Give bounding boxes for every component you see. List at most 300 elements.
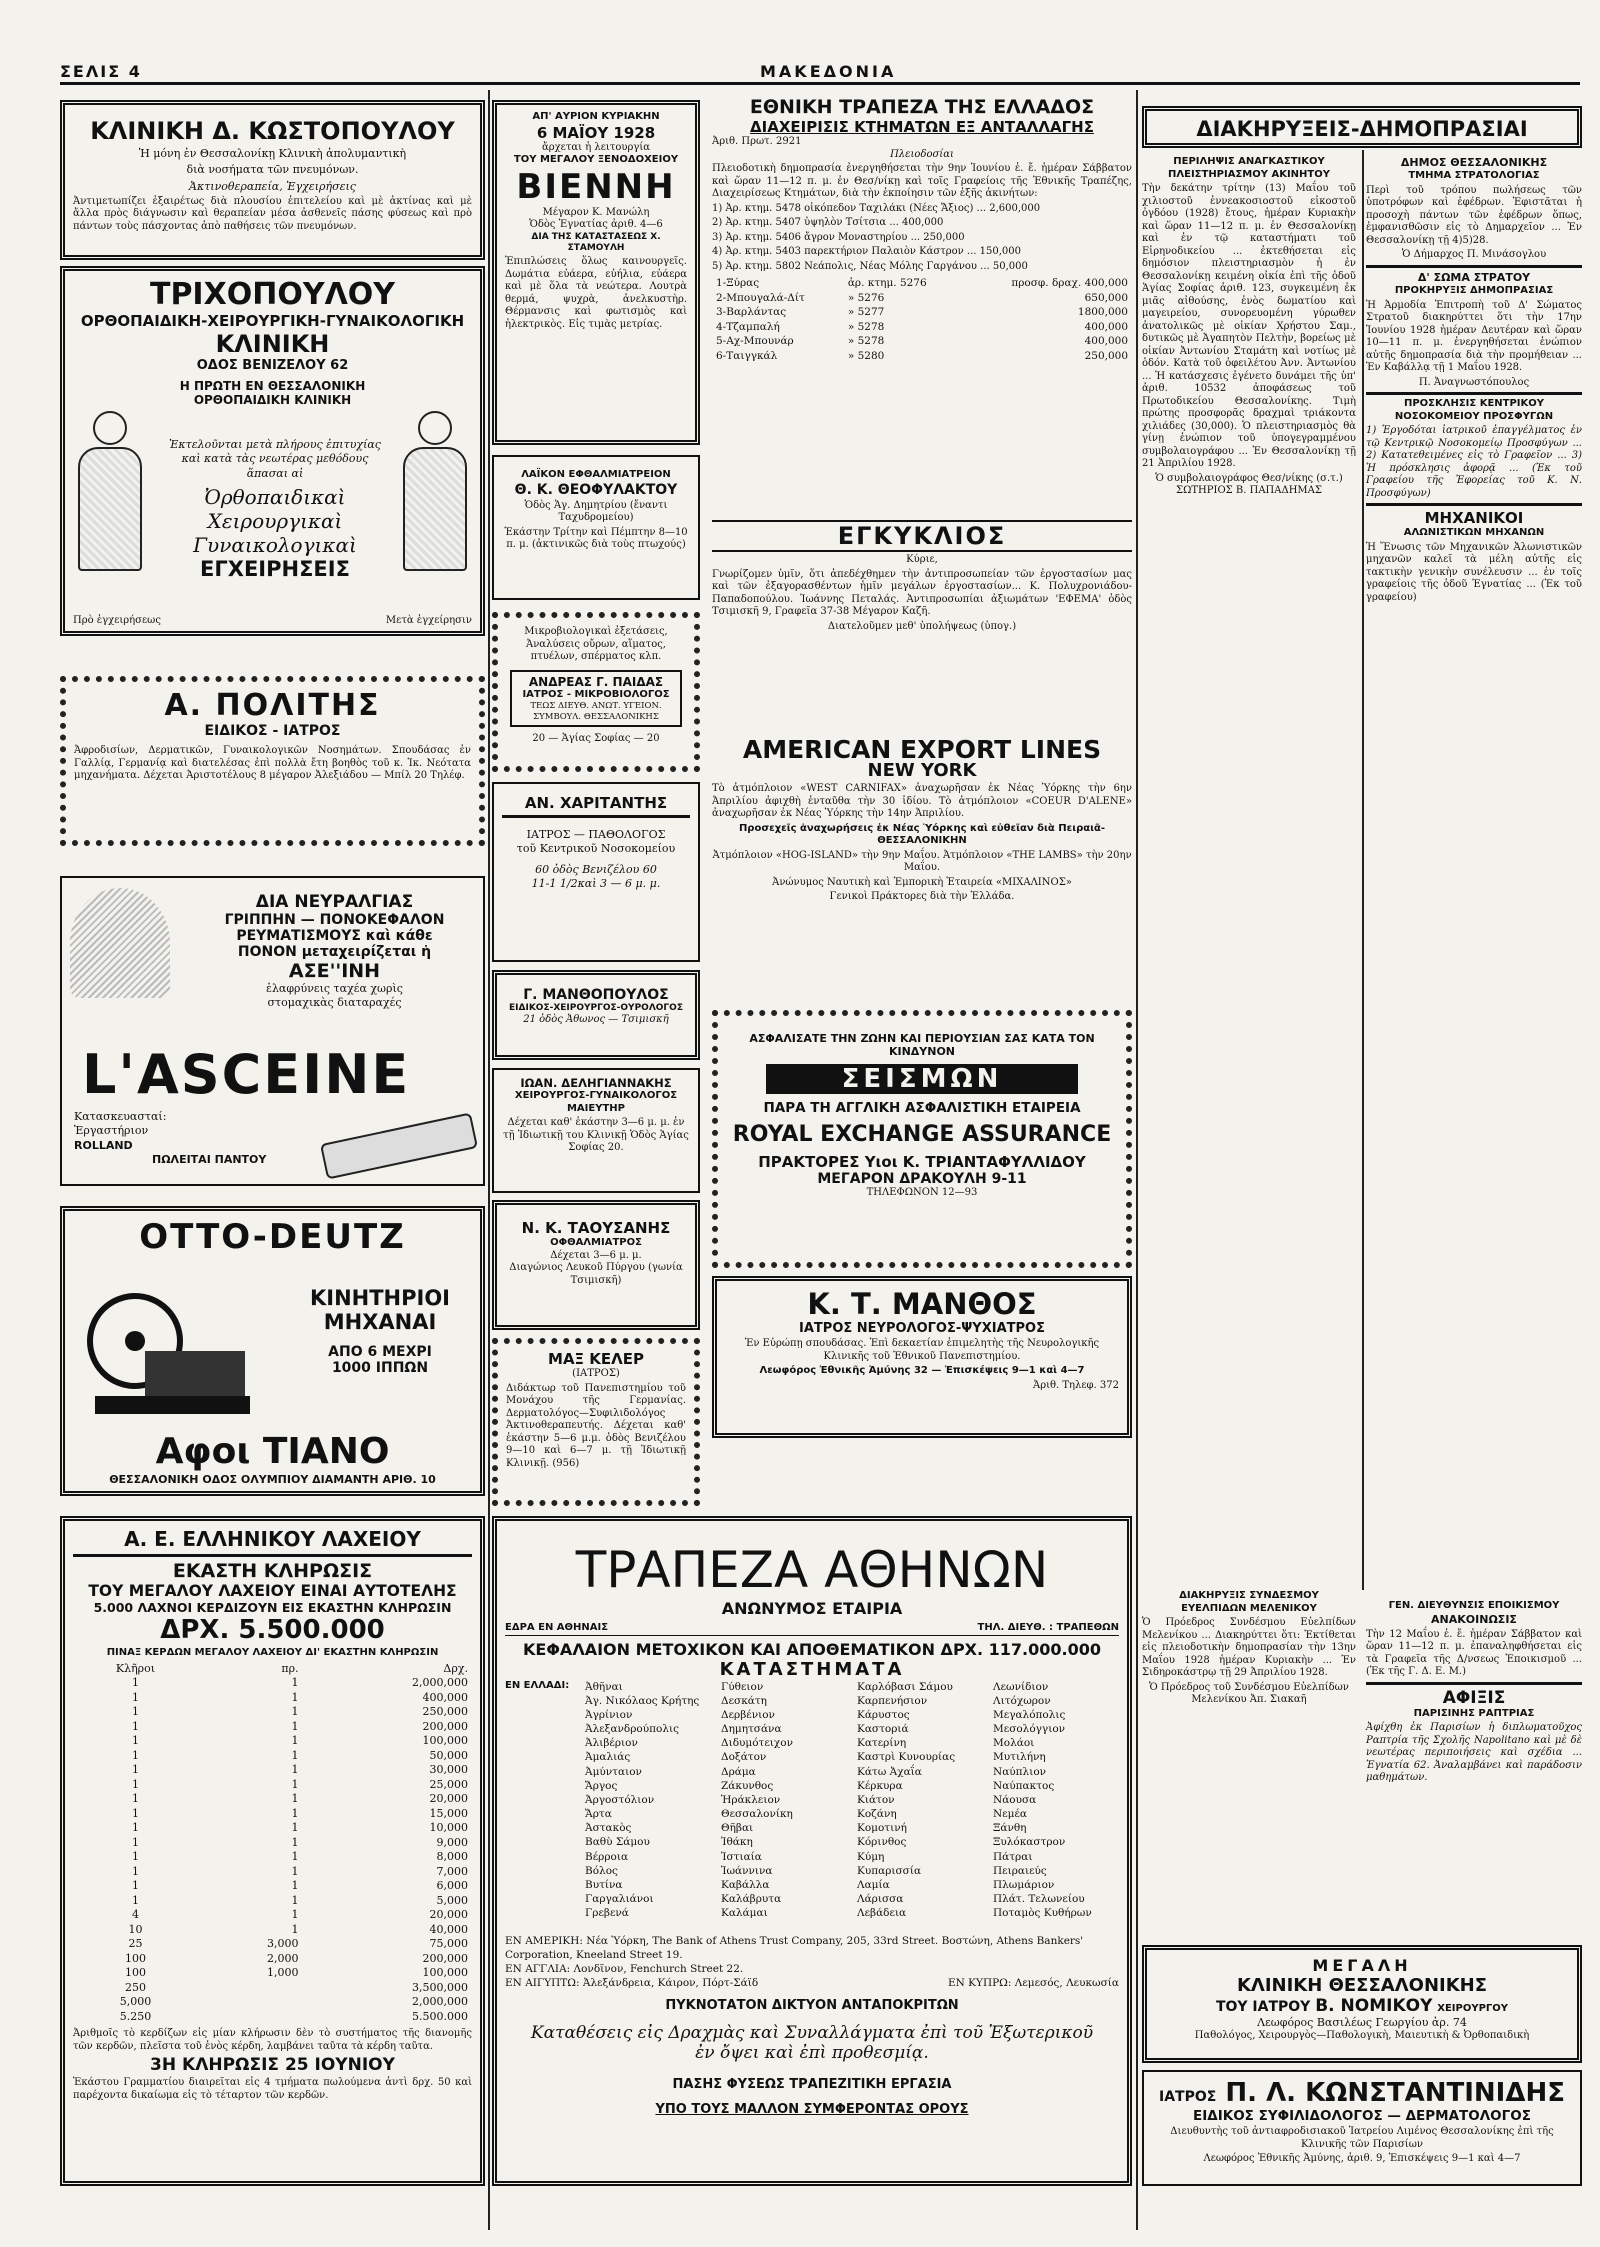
prize-cell: 1 [131,1835,139,1849]
branch-item: Κάτω Ἀχαΐα [857,1765,922,1778]
ad-line: ΚΛΙΝΙΚΗ ΘΕΣΣΑΛΟΝΙΚΗΣ [1236,1975,1488,1996]
prize-cell: 1 [291,1893,299,1907]
paper-name: ΜΑΚΕΔΟΝΙΑ [760,62,897,81]
ad-line: 6 ΜΑΪΟΥ 1928 [536,123,656,142]
ad-text: Ἀφροδισίων, Δερματικῶν, Γυναικολογικῶν Νοσημάτων. Σπουδάσας ἐν Γαλλίᾳ, Γερμανίᾳ καὶ διατελέσας ἐπὶ πολλὰ ἔτη βοηθὸς τοῦ κ. Ἰκ. Νεότατα μηχανήματα. Δέχεται Ἀριστοτέλους 8 μέγαρον Ἀλεξιάδου — Μπίλ 20 Τηλέφ. [74,745,471,781]
ad-line: ΤΟΥ ΜΕΓΑΛΟΥ ΛΑΧΕΙΟΥ ΕΙΝΑΙ ΑΥΤΟΤΕΛΗΣ [88,1582,457,1600]
ad-draw-date: 3Η ΚΛΗΡΩΣΙΣ 25 ΙΟΥΝΙΟΥ [150,2055,395,2075]
branch-list [585,1680,1119,1930]
prize-cell: 5.250 [119,2009,152,2023]
branch-item: Ἡράκλειον [721,1793,781,1806]
ad-title: AMERICAN EXPORT LINES [742,735,1102,764]
page-number: ΣΕΛΙΣ 4 [60,62,142,81]
ad-line: ΠΑΡΑ ΤΗ ΑΓΓΛΙΚΗ ΑΣΦΑΛΙΣΤΙΚΗ ΕΤΑΙΡΕΙΑ [763,1100,1081,1116]
prize-cell: 9,000 [436,1835,468,1849]
branch-item: Διδυμότειχον [721,1737,793,1750]
ad-line: διὰ νοσήματα τῶν πνευμόνων. [186,163,359,177]
branch-item: Ξυλόκαστρον [993,1836,1066,1849]
notice-text: Ἀφίχθη ἐκ Παρισίων ἡ διπλωματοῦχος Ραπτρία τῆς Σχολῆς Napolitano καὶ μὲ δὲ νεωτέρας περιποιήσεις καὶ σχέδια ... Ἐγνατία 62. Ἀναλαμβάνει καὶ παράδοσιν μαθημάτων. [1366,1722,1582,1784]
prize-cell: 1 [131,1850,139,1863]
branch-item: Κάρυστος [857,1708,910,1721]
branch-item: Καστοριά [857,1723,909,1736]
prize-cell: 1 [291,1705,299,1718]
property-cell: » 5280 [847,349,885,362]
ad-line: ἐλαφρύνεις ταχέα χωρὶς [266,982,403,995]
ad-address [75,1473,470,1487]
branch-item: Πειραιεύς [993,1864,1047,1877]
property-cell: 1-Ξύρας [716,277,760,289]
bank-seat: ΕΔΡΑ ΕΝ ΑΘΗΝΑΙΣ [505,1622,609,1633]
property-cell: » 5278 [847,320,885,333]
branch-item [1129,1779,1132,1793]
ad-city: NEW YORK [867,760,977,781]
notice-national-bank [712,96,1132,363]
ad-first2: ΟΡΘΟΠΑΙΔΙΚΗ ΚΛΙΝΙΚΗ [193,393,352,407]
bank-ops: ΠΑΣΗΣ ΦΥΣΕΩΣ ΤΡΑΠΕΖΙΤΙΚΗ ΕΡΓΑΣΙΑ [672,2077,952,2093]
property-row [712,276,1132,291]
ad-line: ΠΟΝΟΝ μεταχειρίζεται ἡ [237,944,432,960]
branch-item: Ἀμύνταιον [585,1765,642,1778]
notice-sub: ΑΝΑΚΟΙΝΩΣΙΣ [1431,1612,1517,1626]
ad-name: Ν. Κ. ΤΑΟΥΣΑΝΗΣ [521,1219,671,1237]
prize-cell: 1 [131,1879,139,1892]
prize-row [73,1763,472,1778]
branch-item: Δοξάτον [721,1751,767,1764]
ad-big: Γυναικολογικαὶ [193,532,357,557]
ad-line: ΚΙΝΗΤΗΡΙΟΙ [309,1286,450,1310]
prize-cell: 30,000 [429,1763,468,1776]
prize-row [73,1778,472,1793]
col-header: Κλῆροι [115,1661,156,1675]
prize-row [73,1807,472,1822]
prize-cell: 1 [291,1922,299,1936]
properties-table [712,276,1132,363]
prize-cell: 1 [131,1763,139,1776]
notice-text: Ὁ Πρόεδρος Συνδέσμου Εὐελπίδων Μελενίκου ... Διακηρύττει ὅτι: Ἐκτίθεται εἰς πλειοδοτικὴν δημοπρασίαν τὴν 13ην Μαΐου 1928 ἡμέραν Κυριακὴν ... Ἐν Σιδηροκάστρῳ τῇ 29 Ἀπριλίου 1928. [1142,1617,1356,1678]
ad-big: ΕΓΧΕΙΡΗΣΕΙΣ [200,556,350,581]
branch-item: Καλάμαι [721,1907,768,1920]
notice-sign: Διατελοῦμεν μεθ' ὑπολήψεως (ὑπογ.) [827,620,1017,632]
branch-item: Καβάλλα [721,1878,770,1891]
branch-item: Ποταμὸς Κυθήρων [993,1907,1092,1920]
ad-spec: (ΙΑΤΡΟΣ) [572,1368,620,1379]
prize-cell: 1 [131,1806,139,1820]
ad-address: Λεωφόρος Ἐθνικῆς Ἀμύνης 32 — Ἐπισκέψεις 9—1 καὶ 4—7 [759,1365,1085,1376]
property-cell: 4-Τζαμπαλή [716,320,780,333]
notice-sub: ΠΡΟΚΗΡΥΞΙΣ ΔΗΜΟΠΡΑΣΙΑΣ [1394,285,1554,297]
ad-address: Λεωφόρος Βασιλέως Γεωργίου ἀρ. 74 [1257,2016,1467,2029]
prize-cell: 1 [291,1908,299,1921]
branch-item: Γαργαλιάνοι [585,1893,654,1906]
prize-cell: 1 [131,1676,139,1689]
branch-item: Μεγαλόπολις [993,1708,1066,1721]
property-item: 4) Ἀρ. κτημ. 5403 παρεκτήριον Παλαιὸν Κάστρον ... 150,000 [712,246,1021,257]
property-cell: 5-Αχ-Μπουνάρ [716,335,794,347]
notice-sub: ΤΜΗΜΑ ΣΤΡΑΤΟΛΟΓΙΑΣ [1408,170,1540,182]
product-tube-illustration [320,1112,478,1179]
caption-after: Μετὰ ἐγχείρησιν [385,614,472,626]
branch-item: Βέρροια [585,1850,629,1863]
ad-name: ΜΑΞ ΚΕΛΕΡ [548,1350,644,1368]
ad-phone: ΤΗΛΕΦΩΝΟΝ 12—93 [866,1187,978,1198]
branch-item: Δημητσάνα [721,1723,782,1736]
notice-text: Ἡ Ἀρμοδία Ἐπιτροπὴ τοῦ Δ' Σώματος Στρατοῦ διακηρύττει ὅτι τὴν 17ην Ἰουνίου 1928 ἡμέραν Δευτέραν καὶ ὥραν 10—11 π. μ. ἐνεργηθήσεται ἐνώπιον αὐτῆς δημοπρασία διὰ τὴν προμήθειαν ... Ἐν Καβάλλᾳ τῇ 1 Μαΐου 1928. [1366,299,1582,374]
ad-company: ROYAL EXCHANGE ASSURANCE [732,1122,1112,1147]
property-cell: 650,000 [1084,291,1128,304]
prize-cell [198,1995,303,2010]
notice-text: Περὶ τοῦ τρόπου πωλήσεως τῶν ὑποτρόφων καὶ ἐφέδρων. Ἐφιστᾶται ἡ προσοχὴ πάντων τῶν ἐφέδρων ὅπως, ἐμφανισθῶσιν εἰς τὸ Δημαρχεῖον ... Ἐν Θεσσαλονίκῃ τῇ 4)5)28. [1366,184,1582,246]
notice-title: ΜΗΧΑΝΙΚΟΙ [1424,509,1524,528]
prize-cell: 250,000 [422,1705,468,1718]
notice-text: Ἡ Ἕνωσις τῶν Μηχανικῶν Ἀλωνιστικῶν μηχανῶν καλεῖ τὰ μέλη αὐτῆς εἰς τακτικὴν γενικὴν συνέλευσιν ... ἐν τοῖς γραφείοις τῆς ὁδοῦ Ἐγνατίας ... (Ἐκ τοῦ γραφείου) [1366,541,1582,603]
property-cell: 3-Βαρλάντας [716,306,787,318]
notice-text: Γνωρίζομεν ὑμῖν, ὅτι ἀπεδέχθημεν τὴν ἀντιπροσωπείαν τῶν ἐργοστασίων μας καὶ τῶν ἐξαγορασθέντων ἡμῖν μεγάλων ἐργοστασίων... Κ. Πολυχρονιάδου-Παπαδοπούλου. Ἰωάννης Πεταλάς. Ἀντιπροσωπίαι ἀξιωμάτων 'ΕΦΕΜΑ' ὁδὸς Τσιμισκῆ 9, Γραφεῖα 37-38 Μέγαρον Καζῆ. [712,568,1132,617]
ad-line: ΔΙΑ ΤΗΣ ΚΑΤΑΣΤΑΣΕΩΣ Χ. ΣΤΑΜΟΥΛΗ [531,231,661,253]
branch-item: Γρεβενά [585,1907,629,1920]
prize-cell: 1 [291,1734,299,1747]
ad-name: Γ. ΜΑΝΘΟΠΟΥΛΟΣ [523,987,669,1003]
prize-row [73,1894,472,1909]
branch-item: Κιάτον [857,1793,895,1806]
prize-row [73,1923,472,1938]
prize-row [73,1676,472,1691]
ad-kostopoulos [60,100,485,260]
branch-item: Ναύπλιον [993,1765,1047,1778]
ad-agent: Αφοι ΤΙΑΝΟ [155,1431,390,1472]
branch-item: Ζάκυνθος [721,1779,774,1792]
prize-row [73,1981,472,1996]
col-header: Δρχ. [443,1661,468,1675]
ad-line: Ὁδὸς Ἐγνατίας ἀριθ. 4—6 [529,219,663,230]
prize-row [73,1908,472,1923]
ad-line: ROLLAND [74,1138,133,1152]
ad-taousanis [492,1200,700,1330]
branch-item [1129,1680,1132,1694]
ad-line: Ἡ μόνη ἐν Θεσσαλονίκῃ Κλινικὴ ἀπολυμαντικὴ [138,147,407,160]
ad-text: Διδάκτωρ τοῦ Πανεπιστημίου τοῦ Μονάχου τῆς Γερμανίας. Δερματολόγος—Συφιλιδολόγος Ἀκτινοθεραπευτής. Δέχεται καθ' ἑκάστην 5—6 μ.μ. ὁδὸς Βενιζέλου 9—10 καὶ 6—7 μ. τῇ Ἰδιωτικῇ Κλινικῇ. (956) [506,1382,686,1469]
prize-cell: 1 [291,1850,299,1863]
branch-item: Λαμία [857,1878,890,1891]
ad-hours: 11-1 1/2καὶ 3 — 6 μ. μ. [531,876,661,890]
ad-line: ΠΩΛΕΙΤΑΙ ΠΑΝΤΟΥ [152,1153,267,1166]
prize-cell: 1 [291,1748,299,1762]
ad-manthos [712,1276,1132,1438]
branch-item: Ἀγρίνιον [585,1708,633,1721]
prize-row [73,1952,472,1967]
ad-address: 21 ὁδὸς Ἀθωνος — Τσιμισκῆ [523,1014,669,1026]
branch-item: Καρπενήσιον [857,1694,928,1707]
property-row [712,320,1132,335]
branch-item: Δεσκάτη [721,1694,767,1707]
bank-america: ΕΝ ΑΜΕΡΙΚΗ: Νέα Ὑόρκη, The Bank of Athens Trust Company, 205, 33rd Street. Βοστώνη, Athens Bankers' Corporation, Kneeland Street 19. [505,1934,1084,1961]
prize-cell: 1 [131,1705,139,1718]
woman-headache-illustration [70,888,170,998]
ad-city: ΘΕΣΣΑΛΟΝΙΚΗ [109,1473,199,1486]
ad-paidas [492,612,700,772]
notice-sub: ΑΛΩΝΙΣΤΙΚΩΝ ΜΗΧΑΝΩΝ [1403,527,1545,539]
ad-line: Ἀκτινοθεραπεία, Ἐγχειρήσεις [189,179,356,193]
ad-line: ΡΕΥΜΑΤΙΣΜΟΥΣ καὶ κάθε [236,928,433,944]
ad-trichopoulou [60,266,485,636]
prize-cell: 20,000 [429,1792,468,1805]
prize-cell: 1 [131,1777,139,1791]
branch-item [1129,1850,1132,1864]
branch-item: Βυτίνα [585,1878,623,1891]
branch-item: Ἰστιαία [721,1850,762,1863]
prize-cell: 100,000 [422,1966,468,1979]
branch-item: Μολάοι [993,1737,1035,1750]
ad-nomikos-clinic [1142,1945,1582,2063]
ad-line: ΜΕΓΑΛΗ [1312,1956,1412,1975]
property-cell: προσφ. δραχ. 400,000 [1011,277,1128,289]
bank-england: ΕΝ ΑΓΓΛΙΑ: Λονδῖνον, Fenchurch Street 22. [505,1962,744,1975]
ad-line: ἄρχεται ἡ λειτουργία [541,141,651,153]
notice-sign: Π. Ἀναγνωστόπουλος [1418,376,1530,388]
ad-subtitle: ΕΙΔΙΚΟΣ - ΙΑΤΡΟΣ [204,723,341,739]
prize-cell: 1 [291,1690,299,1704]
ad-address: ΜΕΓΑΡΟΝ ΔΡΑΚΟΥΛΗ 9-11 [817,1171,1027,1187]
branch-item: Κυπαρισσία [857,1864,922,1877]
notice-sign: Ὁ συμβολαιογράφος Θεσ/νίκης (σ.τ.) ΣΩΤΗΡΙΟΣ Β. ΠΑΠΑΔΗΜΑΣ [1155,472,1343,496]
notice-title: Δ' ΣΩΜΑ ΣΤΡΑΤΟΥ [1417,270,1531,284]
prize-row [73,1792,472,1807]
prize-cell: 40,000 [429,1922,468,1936]
ad-next: Προσεχεῖς ἀναχωρήσεις ἐκ Νέας Ὑόρκης καὶ εὐθεῖαν διὰ Πειραιᾶ-ΘΕΣΣΑΛΟΝΙΚΗΝ [738,822,1106,846]
prize-cell: 100 [124,1951,146,1965]
prize-cell: 1 [131,1893,139,1907]
notice-title2: ΝΟΣΟΚΟΜΕΙΟΥ ΠΡΟΣΦΥΓΩΝ [1394,410,1554,422]
branch-item [1129,1750,1132,1764]
prize-row [73,2010,472,2025]
branch-item: Θῆβαι [721,1822,754,1835]
property-cell: » 5278 [847,335,885,347]
prize-cell [198,2010,303,2025]
notice-title: ΔΗΜΟΣ ΘΕΣΣΑΛΟΝΙΚΗΣ [1400,156,1548,169]
prize-cell: 15,000 [429,1806,468,1820]
ad-royal-exchange [712,1010,1132,1268]
branch-item: Ναύπακτος [993,1779,1055,1792]
branch-item: Ἄρτα [585,1808,612,1821]
branch-item: Ἀλεξανδρούπολις [585,1723,680,1736]
notice-title: ΑΦΙΞΙΣ [1442,1687,1506,1708]
prize-cell: 1 [291,1806,299,1820]
prize-row [73,1937,472,1952]
ad-title: OTTO-DEUTZ [139,1217,406,1257]
prize-cell: 1 [291,1792,299,1805]
ad-subtitle: ΟΡΘΟΠΑΙΔΙΚΗ-ΧΕΙΡΟΥΡΓΙΚΗ-ΓΥΝΑΙΚΟΛΟΓΙΚΗ [80,312,465,330]
notice-sign: Ὁ Δήμαρχος Π. Μινάσογλου [1401,249,1547,261]
property-cell: 6-Ταιγγκάλ [716,349,778,362]
branch-item: Νεμέα [993,1808,1027,1821]
notice-evelpides [1142,1590,1356,1709]
ad-otto-deutz [60,1206,485,1496]
prize-cell: 25 [128,1937,143,1950]
ad-general: Γενικοὶ Πράκτορες διὰ τὴν Ἑλλάδα. [829,891,1015,902]
ad-american-export [712,735,1132,906]
branch-item: Πάτραι [993,1850,1033,1863]
ad-text: Ἀντιμετωπίζει ἐξαιρέτως διὰ πλουσίου ἐπιτελείου καὶ μὲ ἀκτίνας καὶ μὲ ἄλλα πρὸς διάγνωσιν καὶ θεραπείαν μέσα ἀσθενεῖς πάσης φύσεως καὶ πρὸ πάντων τοὺς πάσχοντας ἀπὸ παθήσεις τῶν πνευμόνων. [73,195,472,232]
branch-item: Βαθὺ Σάμου [585,1836,650,1849]
branch-item [1129,1892,1132,1906]
notice-title2: ΠΛΕΙΣΤΗΡΙΑΣΜΟΥ ΑΚΙΝΗΤΟΥ [1168,168,1330,180]
ad-phone: Ἀριθ. Τηλεφ. 372 [1032,1379,1119,1391]
ad-name: Θ. Κ. ΘΕΟΦΥΛΑΚΤΟΥ [514,481,678,498]
bank-cyprus: ΕΝ ΚΥΠΡΩ: Λεμεσός, Λευκωσία [947,1977,1119,1990]
branch-item [1129,1765,1132,1779]
column-divider [1362,150,1364,1590]
ad-big: Ὀρθοπαιδικαὶ [204,484,346,509]
branch-item: Ἄργος [585,1779,618,1792]
table-title: ΠΙΝΑΞ ΚΕΡΔΩΝ ΜΕΓΑΛΟΥ ΛΑΧΕΙΟΥ ΔΙ' ΕΚΑΣΤΗΝ ΚΛΗΡΩΣΙΝ [106,1647,439,1658]
prize-cell: 2,000 [267,1951,299,1965]
patient-before-illustration [75,411,145,571]
branch-item [1129,1807,1132,1821]
ad-text: τοῦ Κεντρικοῦ Νοσοκομείου [516,842,676,856]
prize-cell: 200,000 [422,1951,468,1965]
notice-settlement [1366,1600,1582,1787]
property-cell: » 5276 [847,291,885,304]
ad-spec: ΙΑΤΡΟΣ - ΜΙΚΡΟΒΙΟΛΟΓΟΣ [522,688,670,700]
branch-item: Πλωμάριον [993,1878,1055,1891]
notice-text: 1) Ἐργοδόται ἰατρικοῦ ἐπαγγέλματος ἐν τῷ Κεντρικῷ Νοσοκομείῳ Προσφύγων ... 2) Κατατεθειμένες εἰς τὸ Γραφεῖον ... 3) Ἡ πρόσκλησις ἀφορᾷ ... (Ἐκ τοῦ Γραφείου τῆς Ἐφορείας τοῦ Κ. Ν. Προσφύγων) [1366,425,1582,499]
patient-after-illustration [400,411,470,571]
ad-first: Η ΠΡΩΤΗ ΕΝ ΘΕΣΣΑΛΟΝΙΚΗ [179,379,366,393]
ad-title: Α. ΠΟΛΙΤΗΣ [164,688,381,723]
prize-cell: 10 [128,1922,143,1936]
bank-capital: ΚΕΦΑΛΑΙΟΝ ΜΕΤΟΧΙΚΟΝ ΚΑΙ ΑΠΟΘΕΜΑΤΙΚΟΝ ΔΡΧ. 117.000.000 [523,1639,1101,1659]
ad-text: Παθολόγος, Χειρουργὸς—Παθολογικὴ, Μαιευτικὴ & Ὀρθοπαιδικὴ [1194,2030,1530,2042]
prize-cell: 1 [291,1676,299,1689]
property-cell: 400,000 [1084,320,1128,333]
engine-illustration [85,1281,255,1421]
prize-cell: 1 [131,1821,139,1834]
ad-greek-lottery [60,1516,485,2186]
branch-item: Ἰθάκη [721,1836,753,1849]
ad-spec: ΙΑΤΡΟΣ ΝΕΥΡΟΛΟΓΟΣ-ΨΥΧΙΑΤΡΟΣ [799,1321,1045,1336]
prize-cell: 7,000 [436,1864,468,1878]
property-item: 5) Ἀρ. κτημ. 5802 Νεάπολις, Νέας Μόλης Γαργάνου ... 50,000 [712,260,1028,272]
branch-item: Καστρὶ Κυνουρίας [857,1751,956,1764]
notice-salute: Κύριε, [906,554,938,565]
branch-item: Μυτιλήνη [993,1751,1046,1764]
property-row [712,305,1132,320]
bank-deposits: Καταθέσεις εἰς Δραχμὰς καὶ Συναλλάγματα ἐπὶ τοῦ Ἐξωτερικοῦ [530,2023,1094,2044]
ad-text: Ἐν Εὐρώπῃ σπουδάσας. Ἐπὶ δεκαετίαν ἐπιμελητὴς τῆς Νευρολογικῆς Κλινικῆς τοῦ Ἐθνικοῦ Πανεπιστημίου. [744,1338,1100,1362]
prize-row [73,1966,472,1981]
branch-item: Λάρισσα [857,1893,904,1906]
prize-cell: 1 [291,1719,299,1733]
branch-item: Λιτόχωρον [993,1694,1051,1707]
ad-earthquake: ΣΕΙΣΜΩΝ [766,1064,1078,1094]
prize-cell: 20,000 [429,1908,468,1921]
notice-auction [1142,156,1356,500]
ad-text: Ἐπιπλώσεις ὅλως καινουργεῖς. Δωμάτια εὐάερα, εὐήλια, εὐάερα καὶ μὲ ὅλα τὰ νεώτερα. Λουτρὰ θερμά, ψυχρὰ, ἀνελκυστὴρ. Θέρμανσις καὶ φωτισμὸς καὶ ἡλεκτρικὸς. Εἰς τιμὰς μετρίας. [505,256,687,330]
prize-cell: 10,000 [429,1821,468,1834]
prize-cell: 1 [291,1821,299,1834]
notice-number: Ἀριθ. Πρωτ. 2921 [712,136,802,147]
ad-address: Λεωφόρος Ἐθνικῆς Ἀμύνης, ἀριθ. 9, Ἐπισκέψεις 9—1 καὶ 4—7 [1203,2153,1521,2164]
prize-cell: 200,000 [422,1719,468,1733]
prize-table [73,1662,472,2025]
branch-item: Κοζάνη [857,1808,897,1821]
prize-cell: 4 [131,1908,139,1921]
branch-item [1129,1708,1132,1722]
ad-asceine [60,876,485,1186]
notice-text: Τὴν δεκάτην τρίτην (13) Μαΐου τοῦ χιλιοστοῦ ἐννεακοσιοστοῦ εἰκοστοῦ ὀγδόου (1928) ἔτους, ἡμέραν Κυριακὴν καὶ ὥραν 11—12 π. μ. ἐν Θεσσαλονίκῃ καὶ ἐν τῷ καταστήματι τοῦ Εἰρηνοδικείου ... ἐκτεθήσεται εἰς δημόσιον πλειστηριασμὸν ἡ ἐν Θεσσαλονίκῃ κειμένη οἰκία ἐπὶ τῆς ὁδοῦ Ἁγίας Σοφίας ἀριθ. 123, συγκειμένη ἐκ μιᾶς αἰθούσης, ἐνὸς δωματίου καὶ μαγειρείου, συνορευομένη γύρωθεν ἀνατολικῶς μὲ οἰκίαν Χρήστου Σαμ., δυτικῶς μὲ Ἀγαπητὸν Πελτὴν, βορείως μὲ οἰκίαν Ἀντωνίου Σταμάτη καὶ νοτίως μὲ ὁδόν. Κατὰ τοῦ ὀφειλέτου Ἀνν. Ἀντωνίου ... Ἡ κατάσχεσις ἐγένετο δυνάμει τῆς ὑπ' ἀριθ. 10532 ἀποφάσεως τοῦ Πρωτοδικείου Θεσσαλονίκης. Τιμὴ πρώτης προσφορᾶς δραχμαὶ τριάκοντα χιλιάδες (30,000). Ὁ πλειστηριασμὸς θὰ γίνῃ ἐνώπιον τοῦ ὑπογεγραμμένου συμβολαιογράφου ... Ἐν Θεσσαλονίκῃ τῇ 21 Ἀπριλίου 1928. [1142,183,1356,469]
ad-charitantis [492,782,700,962]
notice-text: Πλειοδοτικὴ δημοπρασία ἐνεργηθήσεται τὴν 9ην Ἰουνίου ἐ. ἔ. ἡμέραν Σάββατον καὶ ὥραν 11—12 π. μ. ἐν Θεσ/νίκῃ καὶ τοῖς Γραφείοις τῆς Ἐθνικῆς Τραπέζης, Διαχειρίσεως Κτημάτων, διὰ τὴν ἐκποίησιν τῶν ἑξῆς ἀκινήτων: [712,163,1132,199]
prize-cell: 3,500,000 [412,1980,468,1994]
branch-item: Γύθειον [721,1680,764,1693]
section-heading: ΔΙΑΚΗΡΥΞΕΙΣ-ΔΗΜΟΠΡΑΣΙΑΙ [1142,106,1582,148]
ad-spec: ΙΑΤΡΟΣ — ΠΑΘΟΛΟΓΟΣ [526,828,666,841]
prize-row [73,1691,472,1706]
branch-item [1129,1878,1132,1892]
branch-item: Δερβένιον [721,1708,775,1721]
property-row [712,349,1132,364]
ad-note: Ἀριθμοῖς τὸ κερδίζων εἰς μίαν κλήρωσιν δὲν τὸ συστήματος τῆς διανομῆς τῶν κερδῶν, πλεῖστα τοῦ ἑνὸς κέρδη, λαμβάνει ταῦτα τὰ κέρδη ταῦτα. [73,2028,472,2052]
prize-row [73,1836,472,1851]
notice-subtitle: ΔΙΑΧΕΙΡΙΣΙΣ ΚΤΗΜΑΤΩΝ ΕΞ ΑΝΤΑΛΛΑΓΗΣ [750,118,1094,136]
ad-spec: ΕΙΔΙΚΟΣ ΣΥΦΙΛΙΔΟΛΟΓΟΣ — ΔΕΡΜΑΤΟΛΟΓΟΣ [1193,2108,1531,2124]
bank-deposits2: ἐν ὄψει καὶ ἐπὶ προθεσμίᾳ. [695,2043,929,2064]
ad-name: ΙΩΑΝ. ΔΕΛΗΓΙΑΝΝΑΚΗΣ [520,1076,672,1090]
ad-text: Ἐκάστην Τρίτην καὶ Πέμπτην 8—10 π. μ. (ἀκτινικῶς διὰ τοὺς πτωχούς) [504,526,688,550]
ad-ships: Ἀτμόπλοιον «HOG-ISLAND» τὴν 9ην Μαΐου. Ἀτμόπλοιον «THE LAMBS» τὴν 20ην Μαΐου. [712,849,1132,873]
ad-name: Β. ΝΟΜΙΚΟΥ [1315,1996,1433,2016]
branch-item [1129,1694,1132,1708]
branch-item [1129,1722,1132,1736]
property-cell: 1800,000 [1077,306,1128,318]
prize-cell: 50,000 [429,1748,468,1762]
prize-cell: 1 [131,1792,139,1805]
prize-cell [198,1981,303,1996]
ad-line: ΛΑΪΚΟΝ ΕΦΘΑΛΜΙΑΤΡΕΙΟΝ [521,469,671,480]
ad-text: Τὸ ἀτμόπλοιον «WEST CARNIFAX» ἀναχωρῆσαν ἐκ Νέας Ὑόρκης τὴν 6ην Ἀπριλίου ἀφιχθὴ ἐνταῦθα τὴν 30 ἰδίου. Τὸ ἀτμόπλοιον «COEUR D'ALENE» ἀναχωρῆσαν ἐκ Νέας Ὑόρκης τὴν 14ην Ἀπριλίου. [712,783,1132,819]
ad-address: Ὁδὸς Ἁγ. Δημητρίου (ἔναντι Ταχυδρομείου) [524,499,668,523]
property-row [712,334,1132,349]
notice-sub: ΕΥΕΛΠΙΔΩΝ ΜΕΛΕΝΙΚΟΥ [1181,1602,1317,1614]
notice-title: ΔΙΑΚΗΡΥΞΙΣ ΣΥΝΔΕΣΜΟΥ [1179,1590,1319,1601]
ad-text: Μικροβιολογικαὶ ἐξετάσεις, Ἀναλύσεις οὔρων, αἵματος, πτυέλων, σπέρματος κλπ. [524,626,668,662]
prize-cell: 1 [131,1748,139,1762]
ad-bank-of-athens [492,1516,1132,2186]
notice-sub: ΠΑΡΙΣΙΝΗΣ ΡΑΠΤΡΙΑΣ [1413,1707,1535,1719]
branch-item: Κέρκυρα [857,1779,903,1792]
ad-line: ΓΡΙΠΠΗΝ — ΠΟΝΟΚΕΦΑΛΟΝ [224,912,445,928]
ad-line: ΜΗΧΑΝΑΙ [323,1310,437,1334]
ad-name: Κ. Τ. ΜΑΝΘΟΣ [807,1287,1037,1321]
prize-cell: 1 [291,1777,299,1791]
notice-municipality [1366,156,1582,606]
branch-item: Ἀλιβέριον [585,1737,638,1750]
ad-text: Δέχεται καθ' ἑκάστην 3—6 μ. μ. ἐν τῇ Ἰδιωτικῇ του Κλινικῇ Ὁδὸς Ἁγίας Σοφίας 20. [503,1117,689,1153]
prize-cell: 400,000 [422,1690,468,1704]
property-cell: 2-Μπουγαλά-Δίτ [716,291,805,304]
prize-row [73,1995,472,2010]
notice-text: Τὴν 12 Μαΐου ἐ. ἔ. ἡμέραν Σάββατον καὶ ὥραν 11—12 π. μ. ἐπαναληφθήσεται εἰς τὰ Γραφεῖα τῆς Δ/νσεως Ἐποικισμοῦ ... (Ἐκ τῆς Γ. Δ. Ε. Μ.) [1366,1628,1582,1678]
ad-agent: ΠΡΑΚΤΟΡΕΣ Υιοι Κ. ΤΡΙΑΝΤΑΦΥΛΛΙΔΟΥ [758,1153,1086,1171]
prize-cell: 1 [131,1864,139,1878]
prize-cell: 1 [131,1719,139,1733]
prize-cell: 1 [291,1879,299,1892]
branch-item: Λεωνίδιον [993,1680,1049,1693]
ad-spec: ΧΕΙΡΟΥΡΓΟΥ [1437,2003,1509,2014]
notice-encyclical [712,520,1132,633]
branch-item: Κύμη [857,1850,885,1863]
property-item: 2) Ἀρ. κτημ. 5407 ὑψηλὸν Τσίτσια ... 400,000 [712,217,944,228]
branch-item: Νάουσα [993,1793,1037,1806]
